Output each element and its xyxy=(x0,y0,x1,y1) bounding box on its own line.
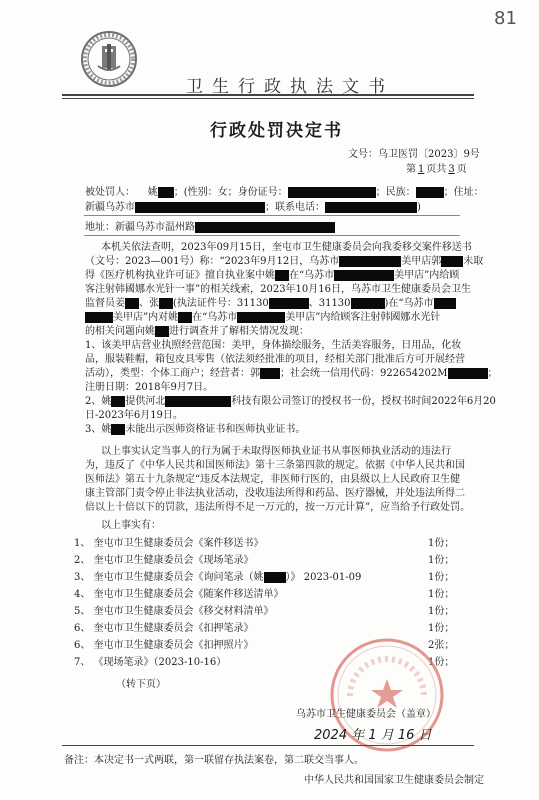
evidence-item: 1、 奎屯市卫生健康委员会《案件移送书》 xyxy=(74,538,264,549)
body-p2-line5: 倍以上十倍以下的罚款，违法所得不足一万元的，按一万元计算”，应当给予行政处罚。 xyxy=(85,502,471,513)
evidence-count: 1份； xyxy=(428,589,455,600)
continued-next-page: （转下页） xyxy=(116,679,166,690)
finding-2-line2: 日-2023年6月19日。 xyxy=(85,410,183,421)
corner-page-mark: 81 xyxy=(494,8,517,29)
remark-note: 备注：本决定书一式两联，第一联留存执法案卷，第二联交当事人。 xyxy=(64,755,364,766)
party-line-1: 被处罚人： 姚 ；(性别：女；身份证号： ；民族： ；住址： xyxy=(85,187,484,198)
body-p1-line5: 监督员姜 、张 (执法证件号：31130 、31130 )在“乌苏市 xyxy=(85,297,456,310)
evidence-item: 6、 奎屯市卫生健康委员会《扣押照片》 xyxy=(74,640,254,651)
evidence-item: 4、 奎屯市卫生健康委员会《随案件移送清单》 xyxy=(74,589,284,600)
footer-issuer: 中华人民共和国国家卫生健康委员会制定 xyxy=(304,775,484,786)
evidence-count: 1份； xyxy=(428,538,455,549)
evidence-count: 1份； xyxy=(428,572,455,583)
body-p2-line3: 医师法》第五十九条规定“违反本法规定，非医师行医的，由县级以上人民政府卫生健 xyxy=(85,474,461,485)
evidence-item: 5、 奎屯市卫生健康委员会《移交材料清单》 xyxy=(74,606,274,617)
finding-1-line2: 品，服装鞋帽，箱包皮具零售（依法须经批准的项目，经相关部门批准后方可开展经营 xyxy=(85,354,465,365)
evidence-item: 6、 奎屯市卫生健康委员会《扣押笔录》 xyxy=(74,623,254,634)
issuing-authority: 乌苏市卫生健康委员会（盖章） xyxy=(296,709,436,720)
note-rule xyxy=(62,745,474,746)
finding-3: 3、姚 未能出示医师资格证书和医师执业证书。 xyxy=(85,424,306,435)
party-address: 地址：新疆乌苏市温州路 xyxy=(85,221,335,234)
body-p1-line2: （文号：2023—001号）称：“2023年9月12日，乌苏市 美甲店郭 未取 xyxy=(85,256,484,267)
address-underline xyxy=(84,235,460,236)
signature-date: 2024 年 1 月 16 日 xyxy=(314,728,432,743)
body-p1-line4: 客注射韩國娜水光针一事”的相关线索，2023年10月16日，乌苏市卫生健康委员会卫生 xyxy=(85,284,472,295)
body-p2-line2: 为，违反了《中华人民共和国医师法》第十三条第四款的规定。依据《中华人民共和国 xyxy=(85,460,465,471)
page-indicator: 第 1 页共 3 页 xyxy=(406,164,467,175)
health-emblem-icon xyxy=(80,30,138,88)
finding-1-line4: 注册日期：2018年9月7日。 xyxy=(85,382,214,393)
body-p1-line1: 本机关依法查明，2023年09月15日，奎屯市卫生健康委员会向我委移交案件移送书 xyxy=(101,242,472,253)
evidence-item: 7、 《现场笔录》（2023-10-16） xyxy=(74,657,227,668)
evidence-heading: 以上事实有： xyxy=(101,520,161,531)
body-p1-line3: 得《医疗机构执业许可证》擅自执业案中姚 在“乌苏市 美甲店”内给顾 xyxy=(85,270,460,281)
evidence-count: 1份； xyxy=(428,606,455,617)
evidence-count: 1份； xyxy=(428,623,455,634)
header-rule-bottom xyxy=(62,98,474,99)
header-rule-top xyxy=(62,94,474,96)
evidence-item: 3、 奎屯市卫生健康委员会《询问笔录（姚 ）》 2023-01-09 xyxy=(74,572,362,583)
document-title: 行政处罚决定书 xyxy=(210,121,343,141)
evidence-item: 2、 奎屯市卫生健康委员会《现场笔录》 xyxy=(74,555,254,566)
evidence-count: 2张； xyxy=(428,640,455,651)
evidence-count: 1份； xyxy=(428,657,455,668)
body-p2-line1: 以上事实认定当事人的行为属于未取得医师执业证书从事医师执业活动的违法行 xyxy=(101,446,451,457)
party-line-2: 新疆乌苏市 ；联系电话： ) xyxy=(85,202,421,213)
document-number: 文号：乌卫医罚〔2023〕9号 xyxy=(348,149,480,160)
evidence-count: 1份； xyxy=(428,555,455,566)
party-underline xyxy=(84,215,460,216)
body-p1-line6: 美甲店”内对姚 在“乌苏市 美甲店”内给顾客注射韩國娜水光针 xyxy=(85,311,440,324)
finding-2-line1: 2、姚 提供河北 科技有限公司签订的授权书一份，授权书时间2022年6月20 xyxy=(85,396,496,407)
body-p2-line4: 康主管部门责令停止非法执业活动，没收违法所得和药品、医疗器械，并处违法所得二 xyxy=(85,488,465,499)
body-p1-line7: 的相关问题向姚 进行调查并了解相关情况发现： xyxy=(85,326,309,337)
finding-1-line1: 1、该美甲店营业执照经营范围：美甲，身体描绘服务，生活美容服务，日用品，化妆 xyxy=(85,340,462,351)
finding-1-line3: 活动），类型：个体工商户；经营者：郭 ；社会统一信用代码：922654202M ； xyxy=(85,368,498,379)
header-title: 卫生行政执法文书 xyxy=(186,77,394,97)
